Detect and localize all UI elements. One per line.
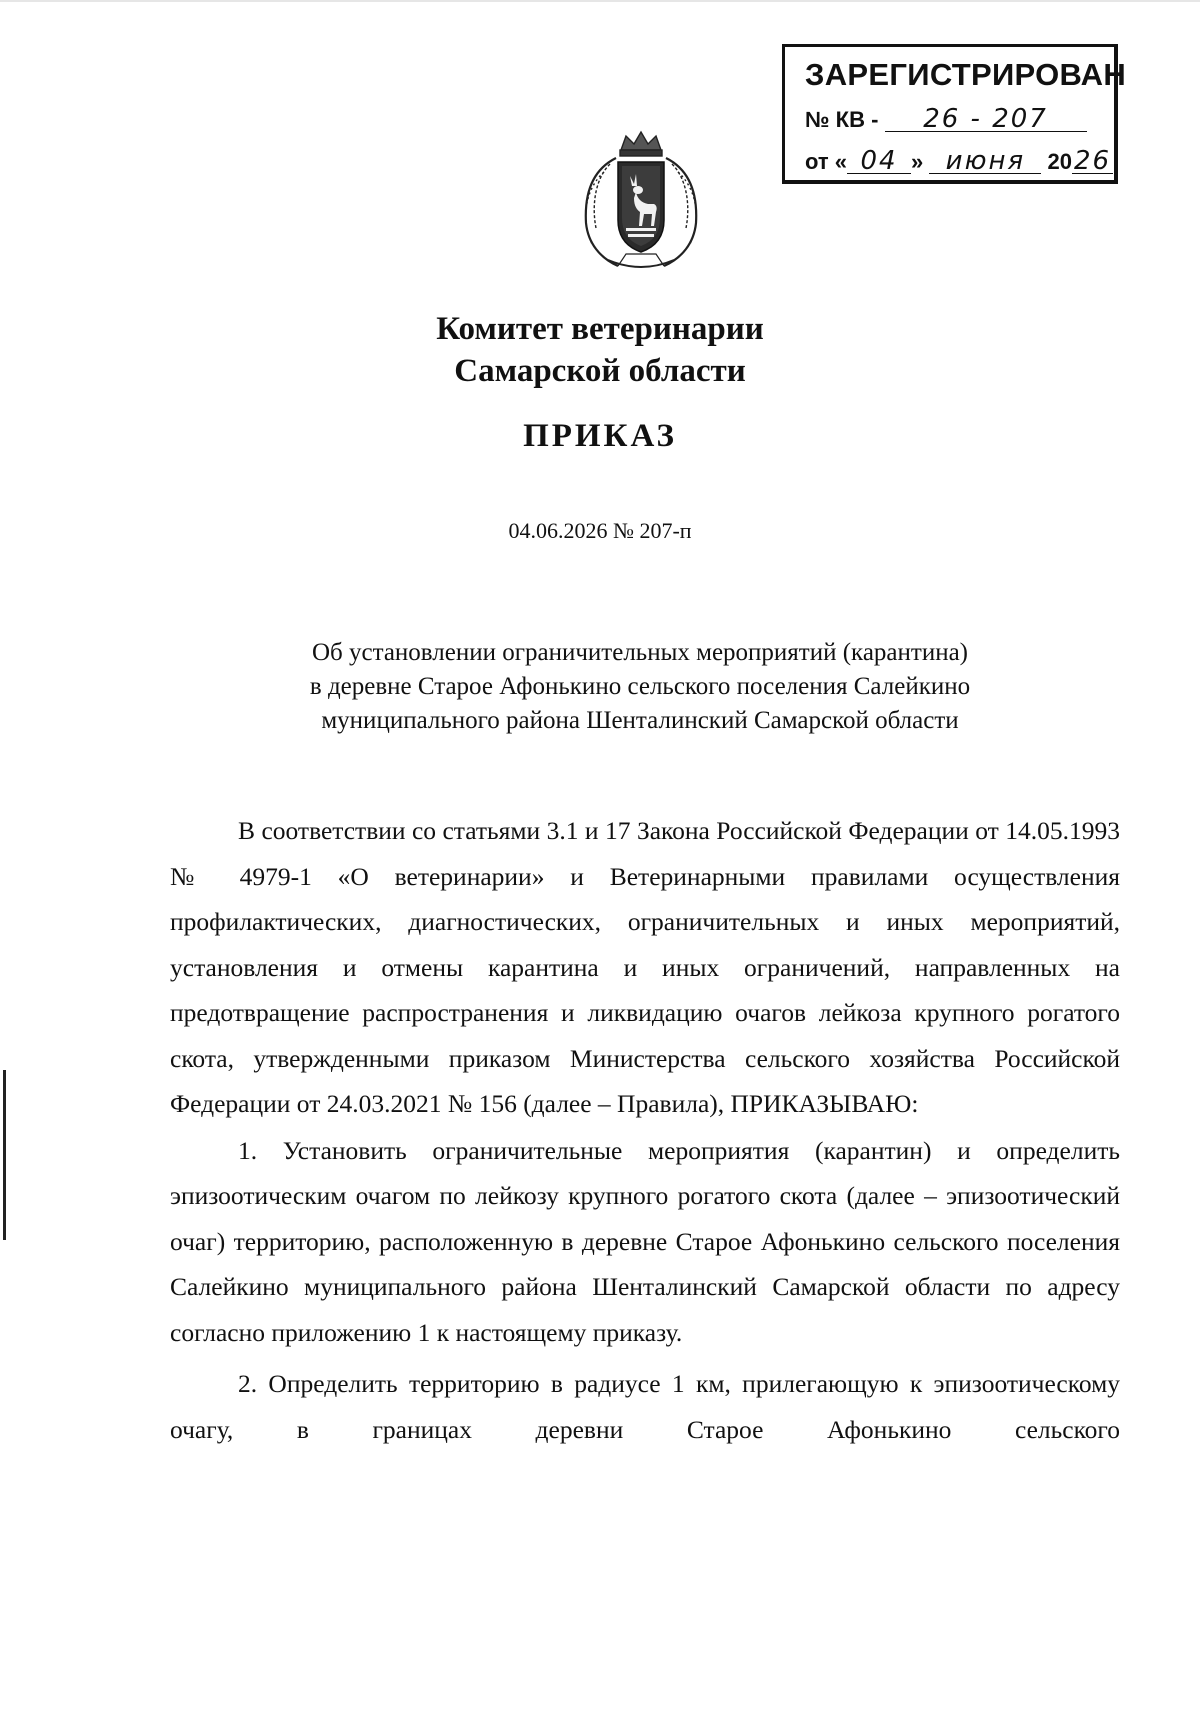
stamp-number-row [805,104,1087,134]
subject-line-1: Об установлении ограничительных мероприятий (карантина) [311,639,969,666]
document-number: 04.06.2026 № 207-п [508,518,692,543]
stamp-month-handwritten: июня [929,149,1041,174]
stamp-number-handwritten: 26 - 207 [885,107,1087,132]
stamp-date-mid: » [911,149,924,174]
document-body [170,808,1120,1452]
document-type: ПРИКАЗ [523,418,677,454]
organization-name [0,308,1200,392]
stamp-day-handwritten: 04 [847,149,911,174]
registration-stamp [782,44,1127,184]
body-paragraph-item-1: 1. Установить ограничительные мероприятия (карантин) и определить эпизоотическим очагом по лейкозу крупного рогатого скота (далее – эпизоотический очаг) территорию, расположенную в деревне Старое Афонькино сельского поселения Салейкино муниципального района Шенталинский Самарской области по адресу согласно приложению 1 к настоящему приказу. [170,1135,1120,1347]
scan-edge-top [0,0,1200,2]
stamp-date-row [805,146,1113,176]
coat-of-arms-icon [566,128,716,276]
scan-edge-mark [3,1070,6,1240]
stamp-year-prefix: 20 [1047,149,1072,174]
body-paragraph-preamble: В соответствии со статьями 3.1 и 17 Закона Российской Федерации от 14.05.1993 № 4979-1 «О ветеринарии» и Ветеринарными правилами осуществления профилактических, диагностических, ограничительных и иных мероприятий, установления и отмены карантина и иных ограничений, направленных на предотвращение распространения и ликвидацию очагов лейкоза крупного рогатого скота, утвержденными приказом Министерства сельского хозяйства Российской Федерации от 24.03.2021 № 156 (далее – Правила), ПРИКАЗЫВАЮ: [170,816,1120,1118]
subject-line-3: муниципального района Шенталинский Самарской области [321,707,959,734]
stamp-number-prefix: № КВ - [805,107,879,132]
stamp-date-prefix: от « [805,149,848,174]
stamp-title: ЗАРЕГИСТРИРОВАН [805,57,1127,92]
subject-line-2: в деревне Старое Афонькино сельского поселения Салейкино [309,673,971,700]
organization-line-1: Комитет ветеринарии [436,311,764,347]
body-paragraph-item-2: 2. Определить территорию в радиусе 1 км, прилегающую к эпизоотическому очагу, в границах деревни Старое Афонькино сельского [170,1369,1120,1444]
document-subject [160,636,1120,738]
organization-line-2: Самарской области [454,353,746,389]
stamp-year-handwritten: 26 [1074,146,1112,176]
